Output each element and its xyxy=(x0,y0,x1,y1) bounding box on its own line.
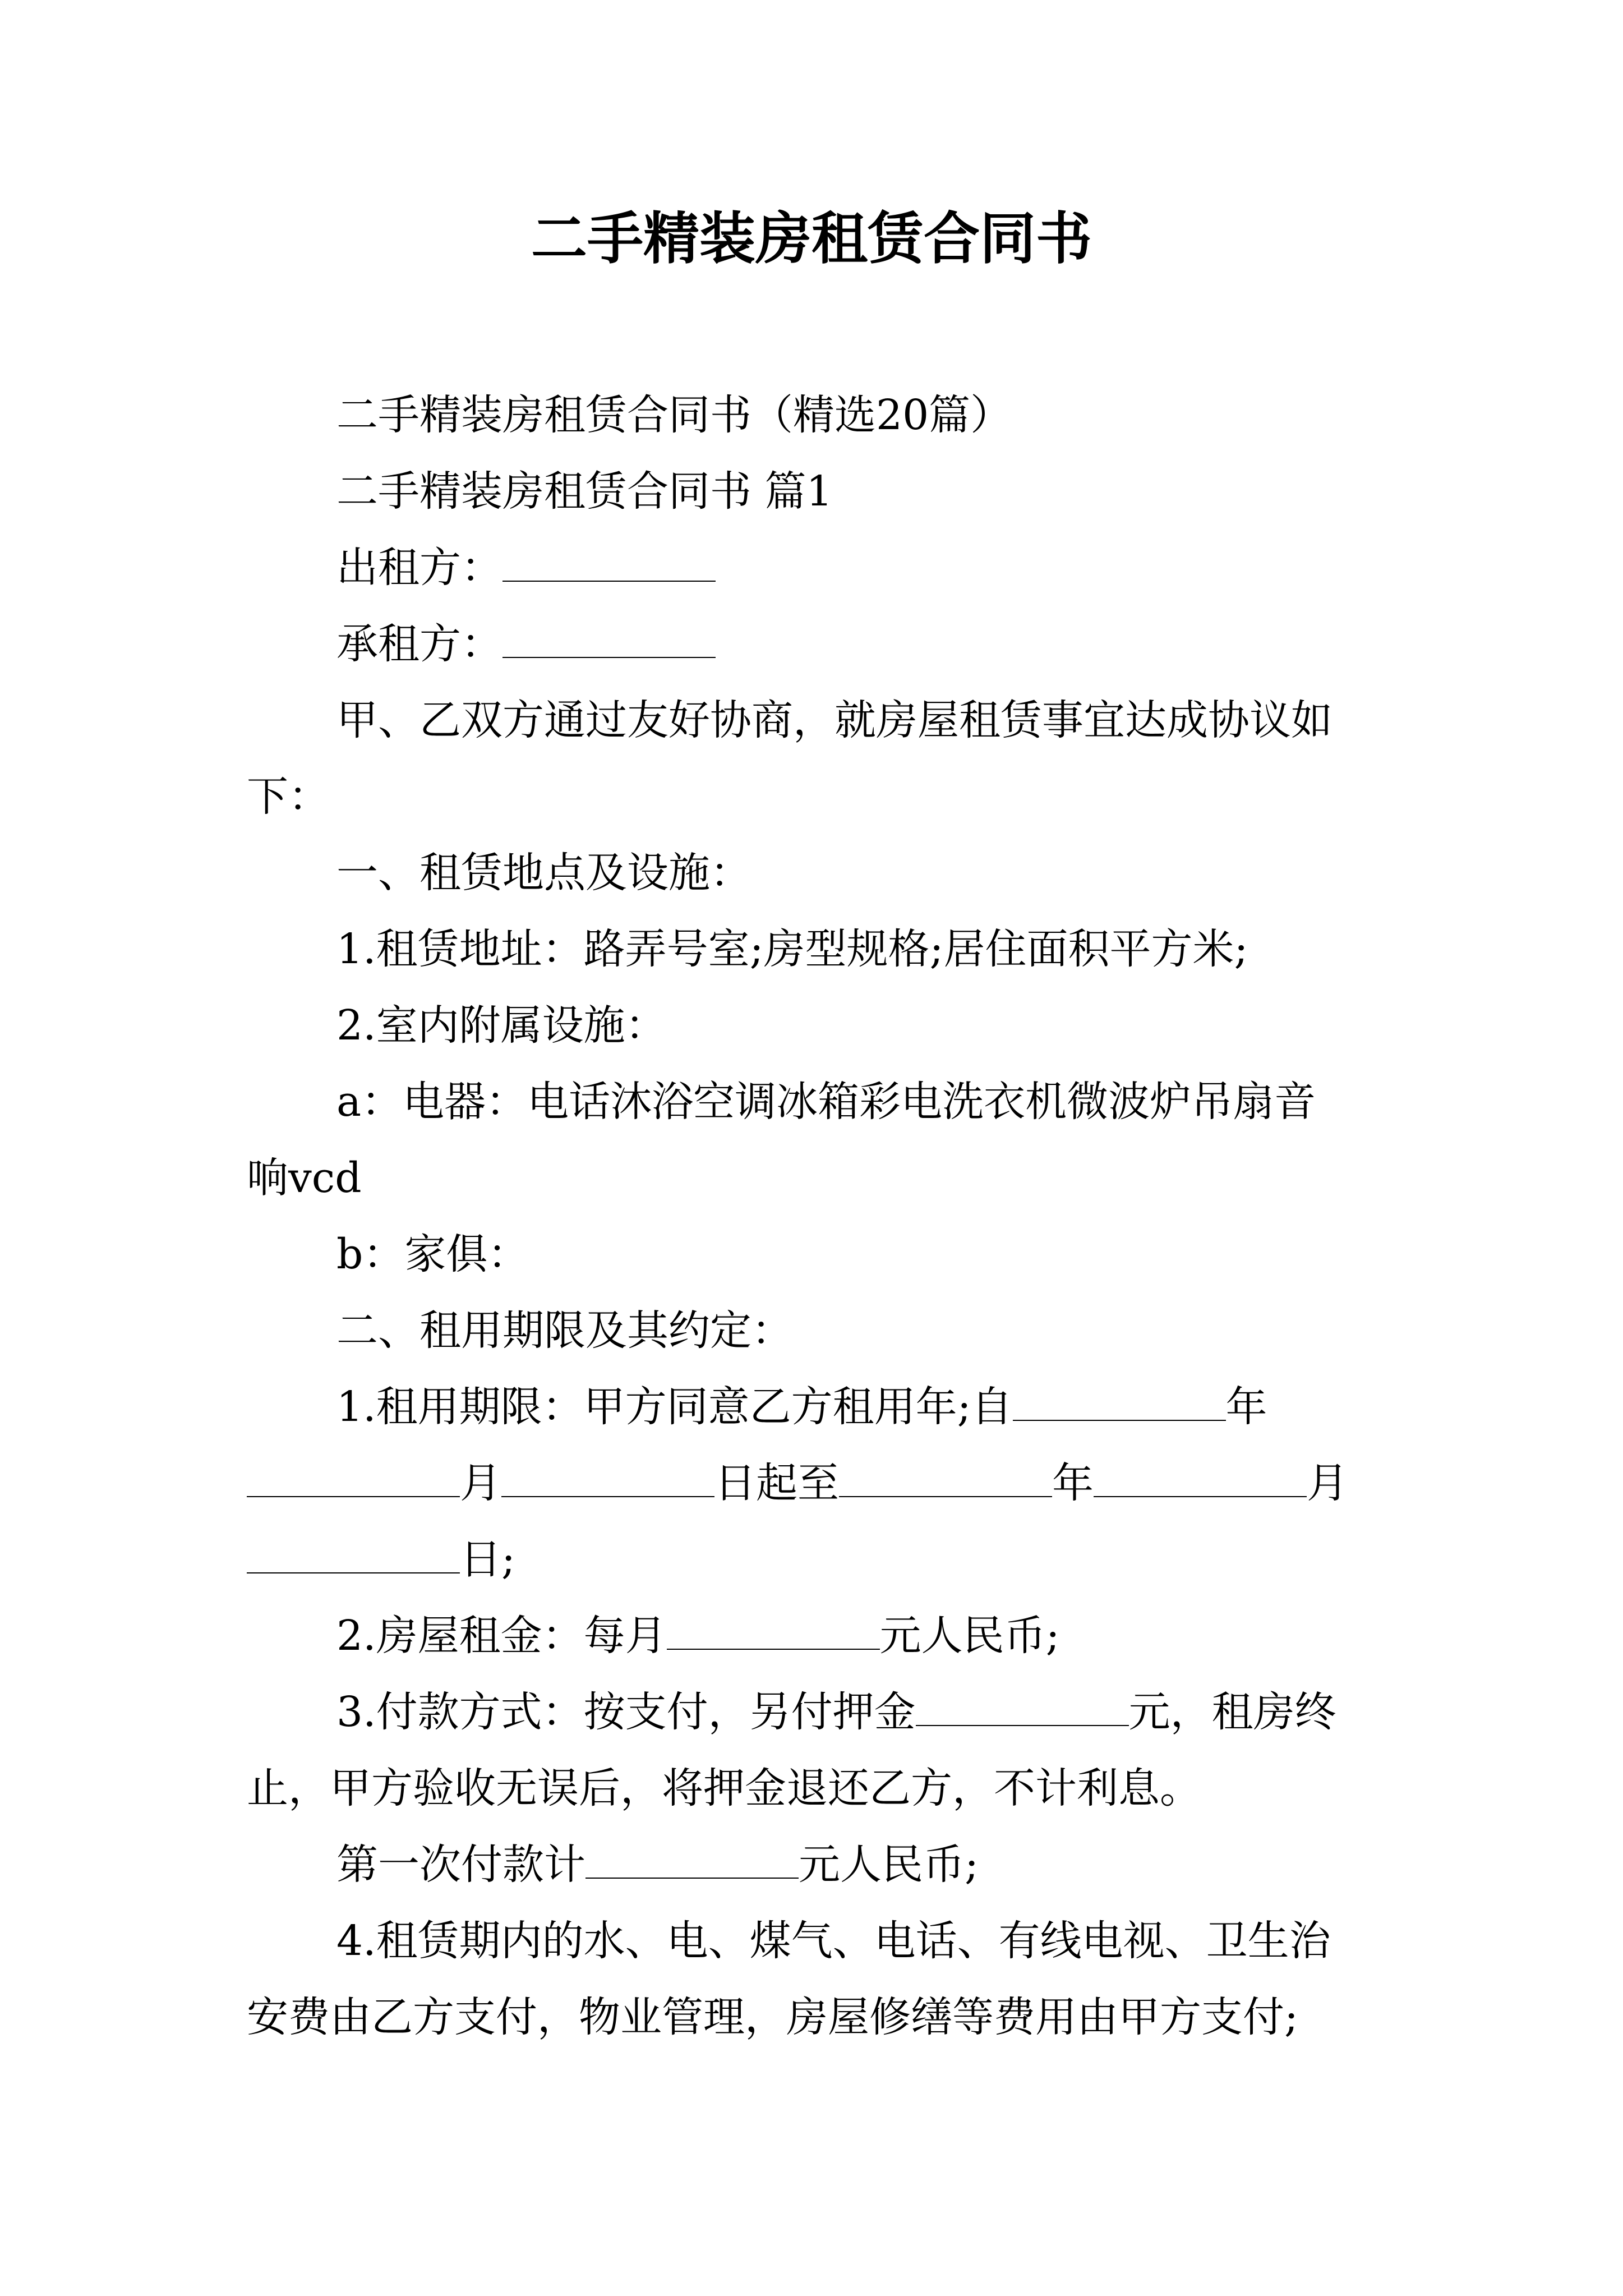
year-label: 年 xyxy=(1225,1383,1267,1431)
end-year-blank xyxy=(839,1459,1052,1497)
paragraph-line: 2.室内附属设施： xyxy=(336,1001,667,1050)
rent-unit: 元人民币; xyxy=(879,1612,1060,1660)
lease-term-label: 1.租用期限：甲方同意乙方租用年;自 xyxy=(336,1383,1013,1431)
clause-heading: 二、租用期限及其约定： xyxy=(336,1306,793,1355)
end-month-blank xyxy=(1094,1459,1307,1497)
start-month-blank xyxy=(247,1459,460,1497)
start-year-blank xyxy=(1013,1383,1226,1421)
first-payment-line xyxy=(336,1837,1391,1893)
lease-term-line xyxy=(336,1379,1391,1435)
paragraph-line: 下： xyxy=(247,772,330,821)
end-day-blank xyxy=(247,1535,460,1573)
paragraph-line: 1.租赁地址：路弄号室;房型规格;居住面积平方米; xyxy=(336,925,1248,973)
lessor-line xyxy=(336,540,1391,596)
lease-term-line xyxy=(247,1455,1391,1511)
subtitle-line: 二手精装房租赁合同书（精选20篇） xyxy=(336,391,1012,439)
paragraph-line: 止，甲方验收无误后，将押金退还乙方，不计利息。 xyxy=(247,1764,1201,1812)
day-start-label: 日起至 xyxy=(714,1459,839,1507)
payment-line xyxy=(336,1684,1391,1740)
rent-line xyxy=(336,1608,1391,1664)
lessee-blank xyxy=(502,620,716,658)
lessee-line xyxy=(336,616,1391,672)
lessor-label: 出租方： xyxy=(336,544,502,592)
paragraph-line: b：家俱： xyxy=(336,1230,529,1278)
first-payment-blank xyxy=(585,1841,799,1879)
rent-label: 2.房屋租金：每月 xyxy=(336,1612,667,1660)
lessee-label: 承租方： xyxy=(336,620,502,668)
lessor-blank xyxy=(502,544,716,582)
payment-unit: 元，租房终 xyxy=(1128,1688,1336,1736)
document-title: 二手精装房租赁合同书 xyxy=(531,205,1092,272)
paragraph-line: a：电器：电话沐浴空调冰箱彩电洗衣机微波炉吊扇音 xyxy=(336,1078,1316,1126)
paragraph-line: 响vcd xyxy=(247,1154,362,1202)
year-label: 年 xyxy=(1052,1459,1094,1507)
start-day-blank xyxy=(501,1459,714,1497)
paragraph-line: 甲、乙双方通过友好协商，就房屋租赁事宜达成协议如 xyxy=(336,696,1332,744)
paragraph-line: 安费由乙方支付，物业管理，房屋修缮等费用由甲方支付; xyxy=(247,1993,1298,2041)
paragraph-line: 4.租赁期内的水、电、煤气、电话、有线电视、卫生治 xyxy=(336,1917,1331,1965)
deposit-blank xyxy=(916,1688,1129,1726)
first-payment-label: 第一次付款计 xyxy=(336,1841,585,1889)
payment-label: 3.付款方式：按支付，另付押金 xyxy=(336,1688,916,1736)
day-label: 日; xyxy=(460,1535,515,1584)
clause-heading: 一、租赁地点及设施： xyxy=(336,849,751,897)
month-label: 月 xyxy=(460,1459,501,1507)
month-label: 月 xyxy=(1307,1459,1348,1507)
first-payment-unit: 元人民币; xyxy=(799,1841,979,1889)
lease-term-line xyxy=(247,1531,1391,1588)
section-heading: 二手精装房租赁合同书 篇1 xyxy=(336,467,833,516)
rent-blank xyxy=(667,1612,880,1650)
